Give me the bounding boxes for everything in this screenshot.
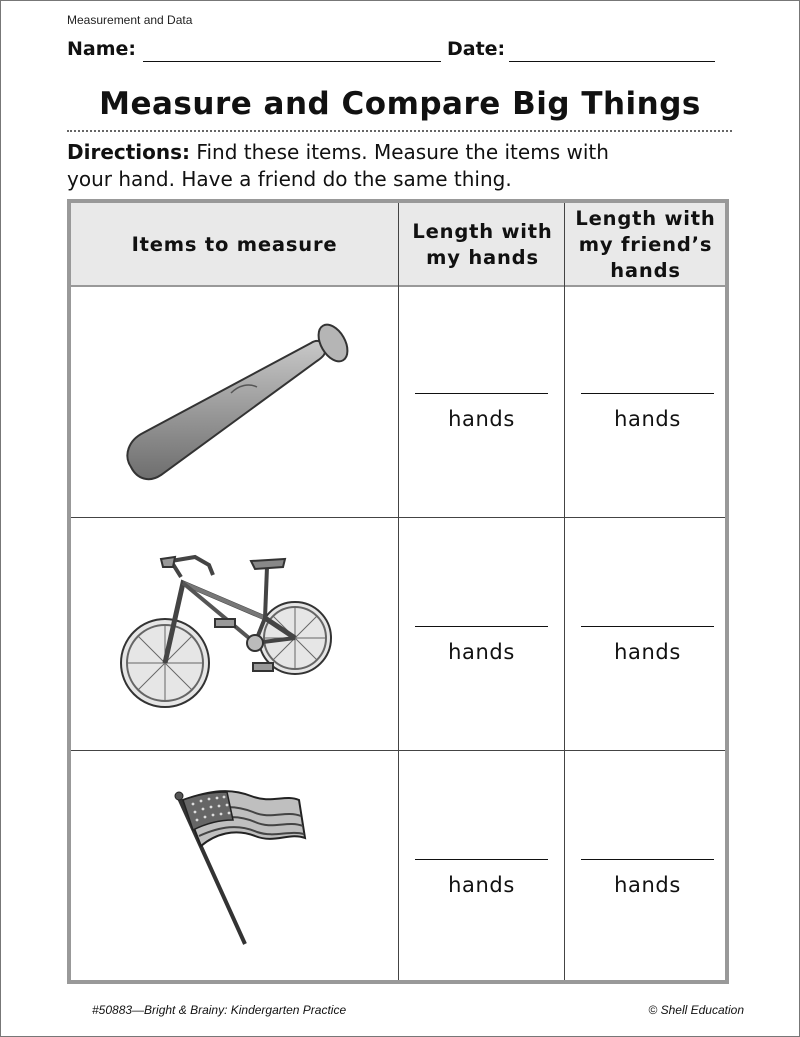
header-friends-hands-line-1: Length with	[575, 207, 716, 230]
footer-copyright: © Shell Education	[648, 1003, 744, 1017]
name-field[interactable]	[143, 61, 441, 62]
measurement-table	[67, 199, 729, 984]
my-hands-blank[interactable]	[415, 393, 548, 394]
friends-hands-unit: hands	[614, 640, 681, 664]
header-friends-hands-line-2: my friend’s	[578, 233, 713, 256]
my-hands-unit: hands	[448, 407, 515, 431]
bicycle-icon	[115, 553, 335, 723]
directions-label: Directions:	[67, 140, 191, 164]
friends-hands-blank[interactable]	[581, 859, 714, 860]
my-hands-blank[interactable]	[415, 859, 548, 860]
friends-hands-unit: hands	[614, 407, 681, 431]
date-field[interactable]	[509, 61, 715, 62]
date-label: Date:	[447, 38, 506, 60]
american-flag-icon	[171, 786, 311, 951]
header-my-hands-line-1: Length with	[412, 220, 553, 243]
category-label: Measurement and Data	[67, 13, 193, 27]
page-title: Measure and Compare Big Things	[99, 86, 701, 122]
header-items-to-measure: Items to measure	[131, 233, 338, 256]
friends-hands-blank[interactable]	[581, 393, 714, 394]
header-my-hands-line-2: my hands	[426, 246, 539, 269]
header-friends-hands-line-3: hands	[610, 259, 681, 282]
name-label: Name:	[67, 38, 137, 60]
my-hands-unit: hands	[448, 873, 515, 897]
row-divider	[71, 750, 725, 751]
friends-hands-blank[interactable]	[581, 626, 714, 627]
column-divider	[398, 203, 399, 980]
baseball-bat-icon	[121, 315, 351, 485]
column-divider	[564, 203, 565, 980]
footer-book-info: #50883—Bright & Brainy: Kindergarten Practice	[92, 1003, 347, 1017]
directions	[67, 139, 747, 193]
header-my-hands	[400, 219, 565, 271]
directions-line-2: your hand. Have a friend do the same thing.	[67, 167, 512, 191]
friends-hands-unit: hands	[614, 873, 681, 897]
my-hands-unit: hands	[448, 640, 515, 664]
my-hands-blank[interactable]	[415, 626, 548, 627]
dotted-divider	[67, 130, 732, 132]
name-date-row	[67, 36, 727, 66]
row-divider	[71, 517, 725, 518]
directions-line-1: Find these items. Measure the items with	[196, 140, 609, 164]
header-friends-hands	[566, 206, 725, 284]
